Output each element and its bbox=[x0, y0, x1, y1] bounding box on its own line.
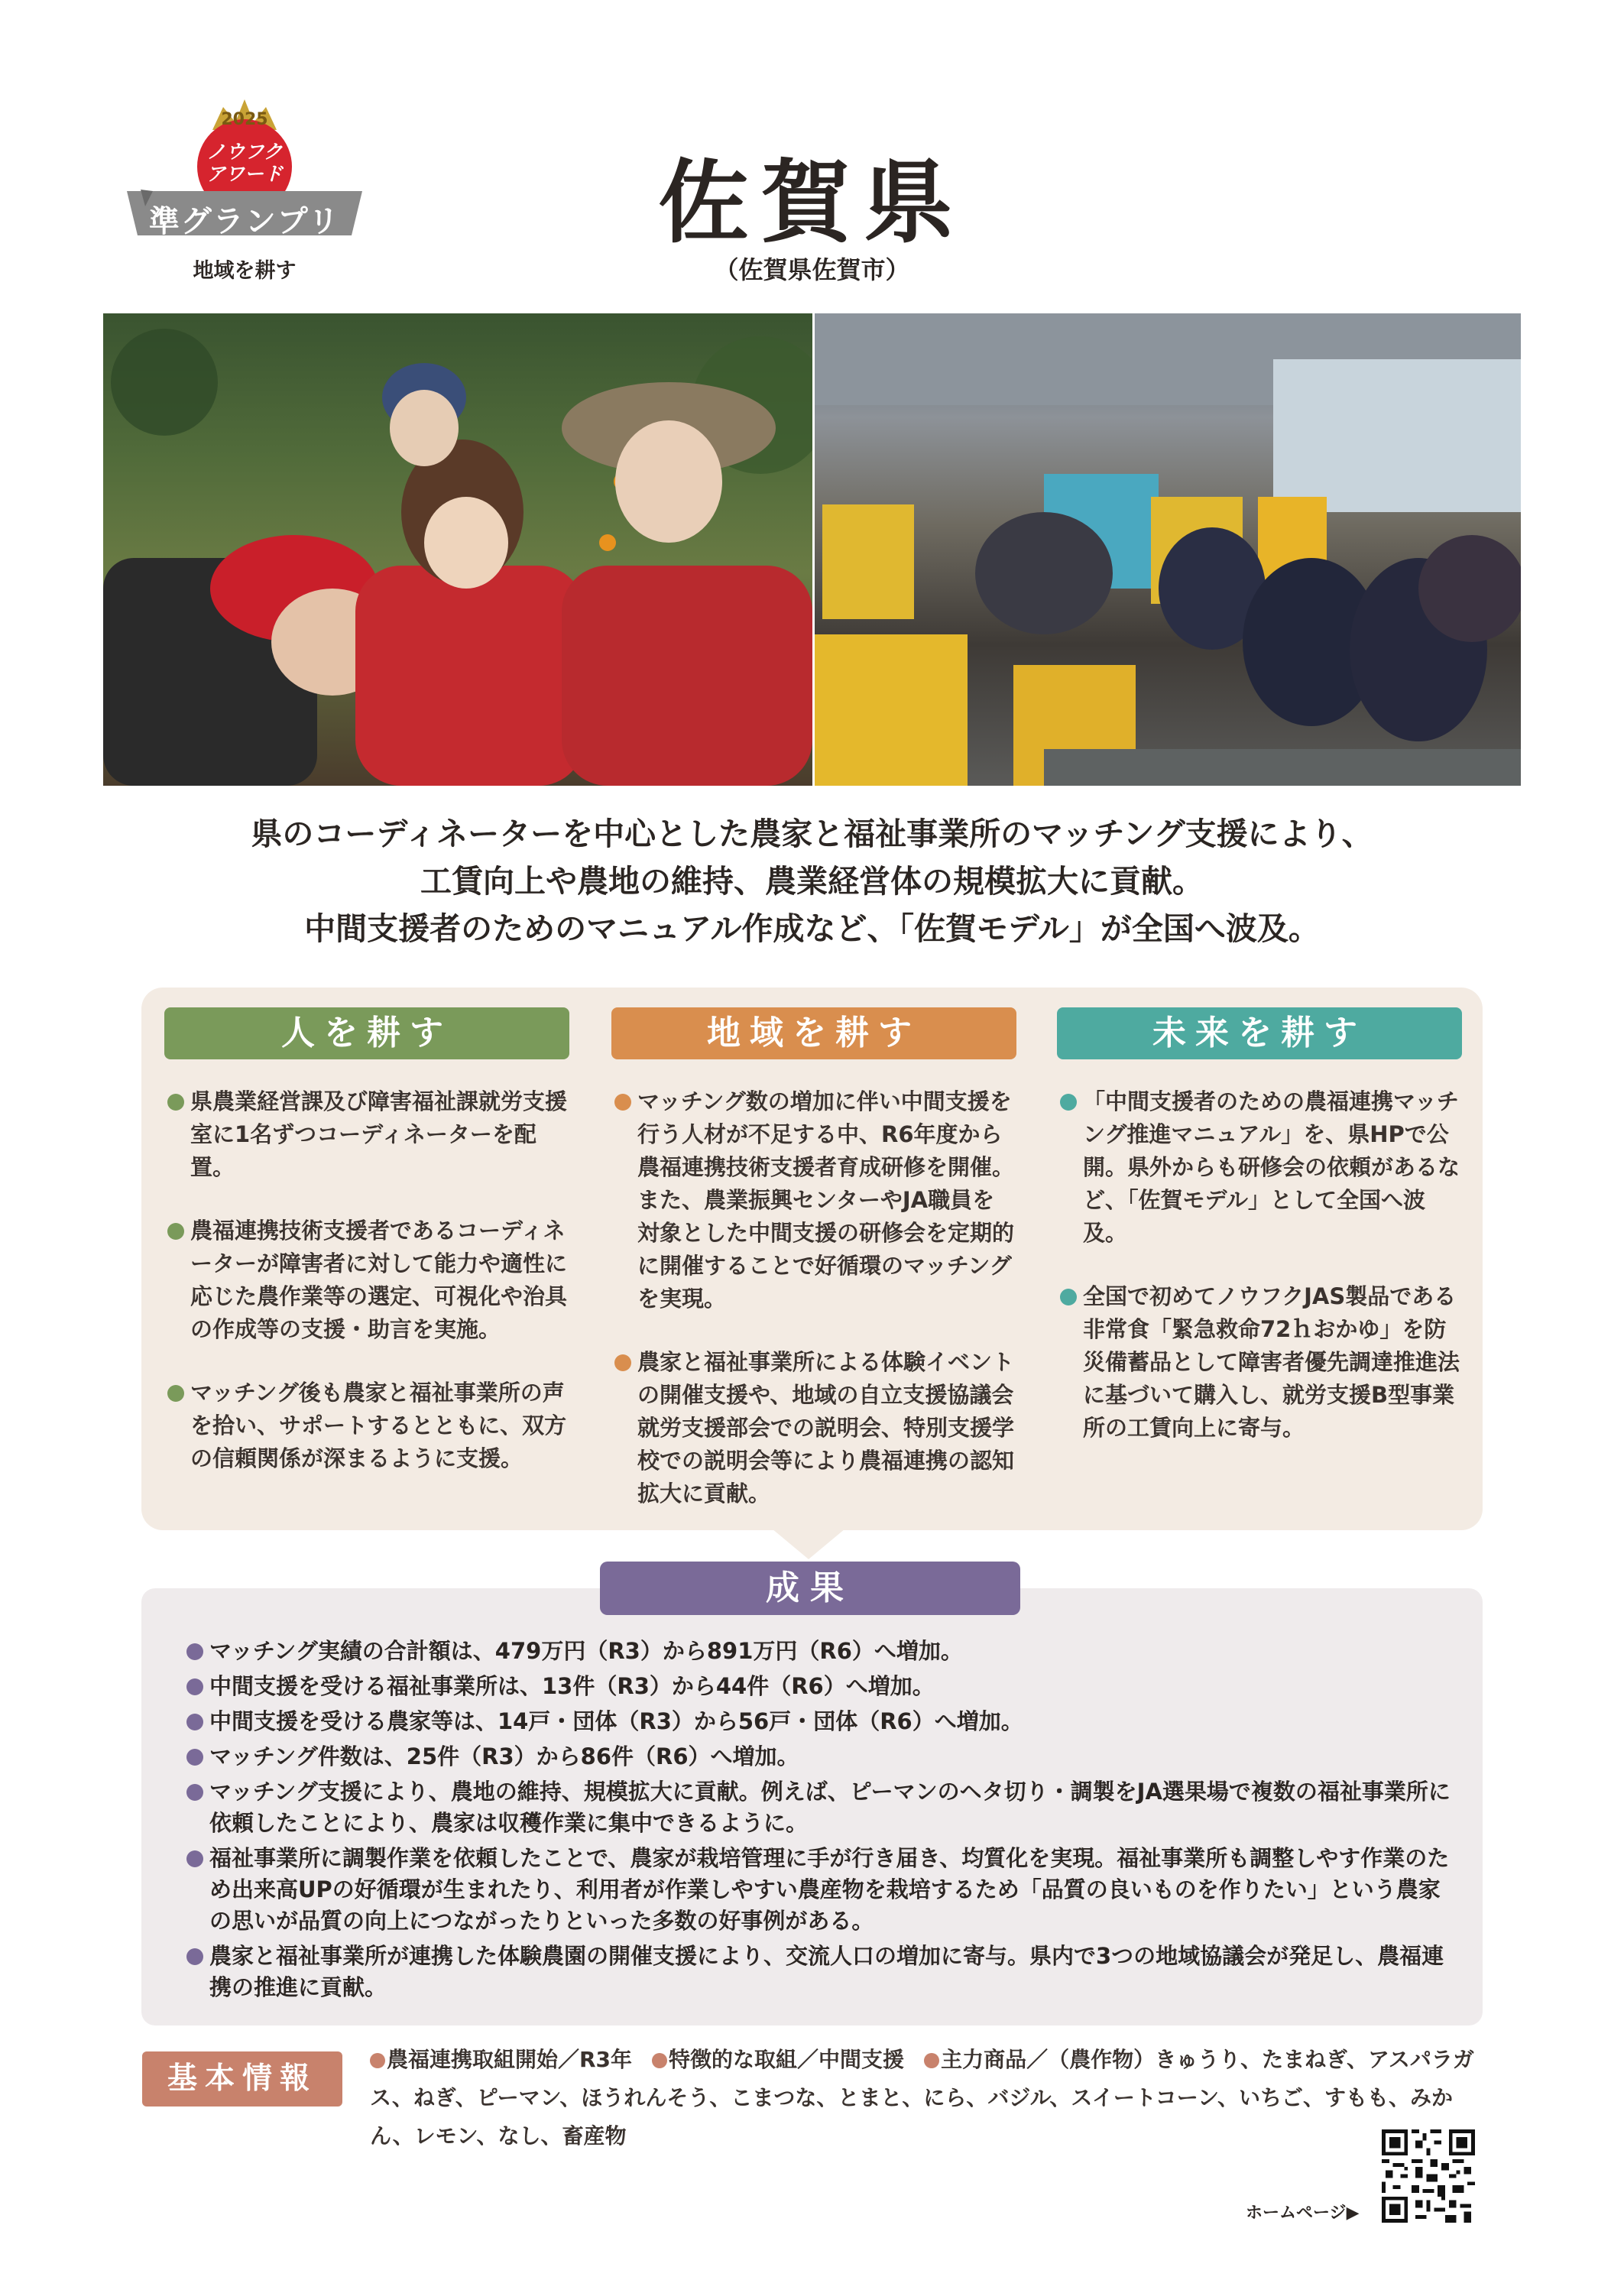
column-future bbox=[1057, 1007, 1462, 1475]
badge-category: 地域を耕す bbox=[193, 259, 297, 283]
bullet-icon bbox=[167, 1094, 184, 1111]
bullet-icon bbox=[186, 1948, 203, 1965]
bullet-icon bbox=[1060, 1289, 1077, 1305]
list-item: 福祉事業所に調製作業を依頼したことで、農家が栽培管理に手が行き届き、均質化を実現。福祉事業所も調整しやす作業のため出来高UPの好循環が生まれたり、利用者が作業しやすい農産物を栽培するため「品質の良いものを作りたい」という農家の思いが品質の向上につながったりといった多数の好事例がある。 bbox=[183, 1843, 1460, 1937]
bullet-icon bbox=[652, 2053, 667, 2068]
bullet-icon bbox=[614, 1354, 631, 1371]
lead-line-1: 県のコーディネーターを中心とした農家と福祉事業所のマッチング支援により、 bbox=[251, 816, 1373, 852]
bullet-icon bbox=[186, 1643, 203, 1660]
bullet-icon bbox=[186, 1714, 203, 1730]
bullet-icon bbox=[614, 1094, 631, 1111]
bullet-icon bbox=[167, 1385, 184, 1402]
results-heading: 成果 bbox=[600, 1562, 1020, 1615]
bullet-icon bbox=[186, 1850, 203, 1867]
bullet-icon bbox=[167, 1223, 184, 1240]
photo-orchard-work bbox=[103, 313, 812, 786]
lead-summary bbox=[0, 810, 1624, 952]
column-people-heading: 人を耕す bbox=[164, 1007, 569, 1059]
homepage-link[interactable] bbox=[1246, 2200, 1359, 2223]
list-item: 農家と福祉事業所が連携した体験農園の開催支援により、交流人口の増加に寄与。県内で3つの地域協議会が発足し、農福連携の推進に貢献。 bbox=[183, 1941, 1460, 2003]
list-item: 農家と福祉事業所による体験イベントの開催支援や、地域の自立支援協議会就労支援部会での説明会、特別支援学校での説明会等により農福連携の認知拡大に貢献。 bbox=[611, 1346, 1016, 1510]
bullet-icon bbox=[186, 1749, 203, 1766]
badge-year: 2025 bbox=[221, 110, 268, 129]
lead-line-2: 工賃向上や農地の維持、農業経営体の規模拡大に貢献。 bbox=[420, 863, 1204, 900]
photo-sorting-facility bbox=[815, 313, 1521, 786]
badge-award-line1: ノウフク bbox=[206, 141, 283, 163]
column-people bbox=[164, 1007, 569, 1506]
list-item: マッチング支援により、農地の維持、規模拡大に貢献。例えば、ピーマンのヘタ切り・調製をJA選果場で複数の福祉事業所に依頼したことにより、農家は収穫作業に集中できるように。 bbox=[183, 1776, 1460, 1839]
lead-line-3: 中間支援者のためのマニュアル作成など、「佐賀モデル」が全国へ波及。 bbox=[304, 910, 1320, 947]
basic-info-products: 主力商品／（農作物）きゅうり、たまねぎ、アスパラガス、ねぎ、ピーマン、ほうれんそう、こまつな、とまと、にら、バジル、スイートコーン、いちご、すもも、みかん、レモン、なし、畜産物 bbox=[370, 2047, 1474, 2149]
list-item: マッチング後も農家と福祉事業所の声を拾い、サポートするとともに、双方の信頼関係が深まるように支援。 bbox=[164, 1377, 569, 1475]
triangle-right-icon: ▶ bbox=[1346, 2204, 1360, 2223]
list-item: 「中間支援者のための農福連携マッチング推進マニュアル」を、県HPで公開。県外からも研修会の依頼があるなど、「佐賀モデル」として全国へ波及。 bbox=[1057, 1085, 1462, 1250]
badge-award-line2: アワード bbox=[206, 163, 283, 185]
page-subtitle: （佐賀県佐賀市） bbox=[714, 255, 910, 284]
bullet-icon bbox=[1060, 1094, 1077, 1111]
column-region-heading: 地域を耕す bbox=[611, 1007, 1016, 1059]
homepage-label: ホームページ bbox=[1246, 2204, 1347, 2223]
list-item: マッチング件数は、25件（R3）から86件（R6）へ増加。 bbox=[183, 1741, 1460, 1772]
basic-info-text bbox=[370, 2041, 1493, 2155]
list-item: 中間支援を受ける福祉事業所は、13件（R3）から44件（R6）へ増加。 bbox=[183, 1671, 1460, 1702]
list-item: マッチング実績の合計額は、479万円（R3）から891万円（R6）へ増加。 bbox=[183, 1636, 1460, 1667]
list-item: 中間支援を受ける農家等は、14戸・団体（R3）から56戸・団体（R6）へ増加。 bbox=[183, 1706, 1460, 1737]
basic-info-start: 農福連携取組開始／R3年 bbox=[387, 2047, 633, 2072]
list-item: マッチング数の増加に伴い中間支援を行う人材が不足する中、R6年度から農福連携技術支援者育成研修を開催。また、農業振興センターやJA職員を対象とした中間支援の研修会を定期的に開催することで好循環のマッチングを実現。 bbox=[611, 1085, 1016, 1315]
list-item: 農福連携技術支援者であるコーディネーターが障害者に対して能力や適性に応じた農作業等の選定、可視化や治具の作成等の支援・助言を実施。 bbox=[164, 1215, 569, 1346]
column-future-heading: 未来を耕す bbox=[1057, 1007, 1462, 1059]
column-region bbox=[611, 1007, 1016, 1541]
list-item: 全国で初めてノウフクJAS製品である非常食「緊急救命72ｈおかゆ」を防災備蓄品として障害者優先調達推進法に基づいて購入し、就労支援B型事業所の工賃向上に寄与。 bbox=[1057, 1280, 1462, 1445]
basic-info-feature: 特徴的な取組／中間支援 bbox=[669, 2047, 905, 2072]
page-title: 佐賀県 bbox=[658, 149, 966, 255]
bullet-icon bbox=[186, 1678, 203, 1695]
badge-rank: 準グランプリ bbox=[148, 203, 341, 239]
list-item: 県農業経営課及び障害福祉課就労支援室に1名ずつコーディネーターを配置。 bbox=[164, 1085, 569, 1184]
results-list bbox=[183, 1636, 1460, 2007]
basic-info-label: 基本情報 bbox=[142, 2051, 342, 2107]
bullet-icon bbox=[370, 2053, 385, 2068]
bullet-icon bbox=[186, 1784, 203, 1801]
bullet-icon bbox=[924, 2053, 939, 2068]
qr-code-icon[interactable] bbox=[1382, 2129, 1475, 2223]
